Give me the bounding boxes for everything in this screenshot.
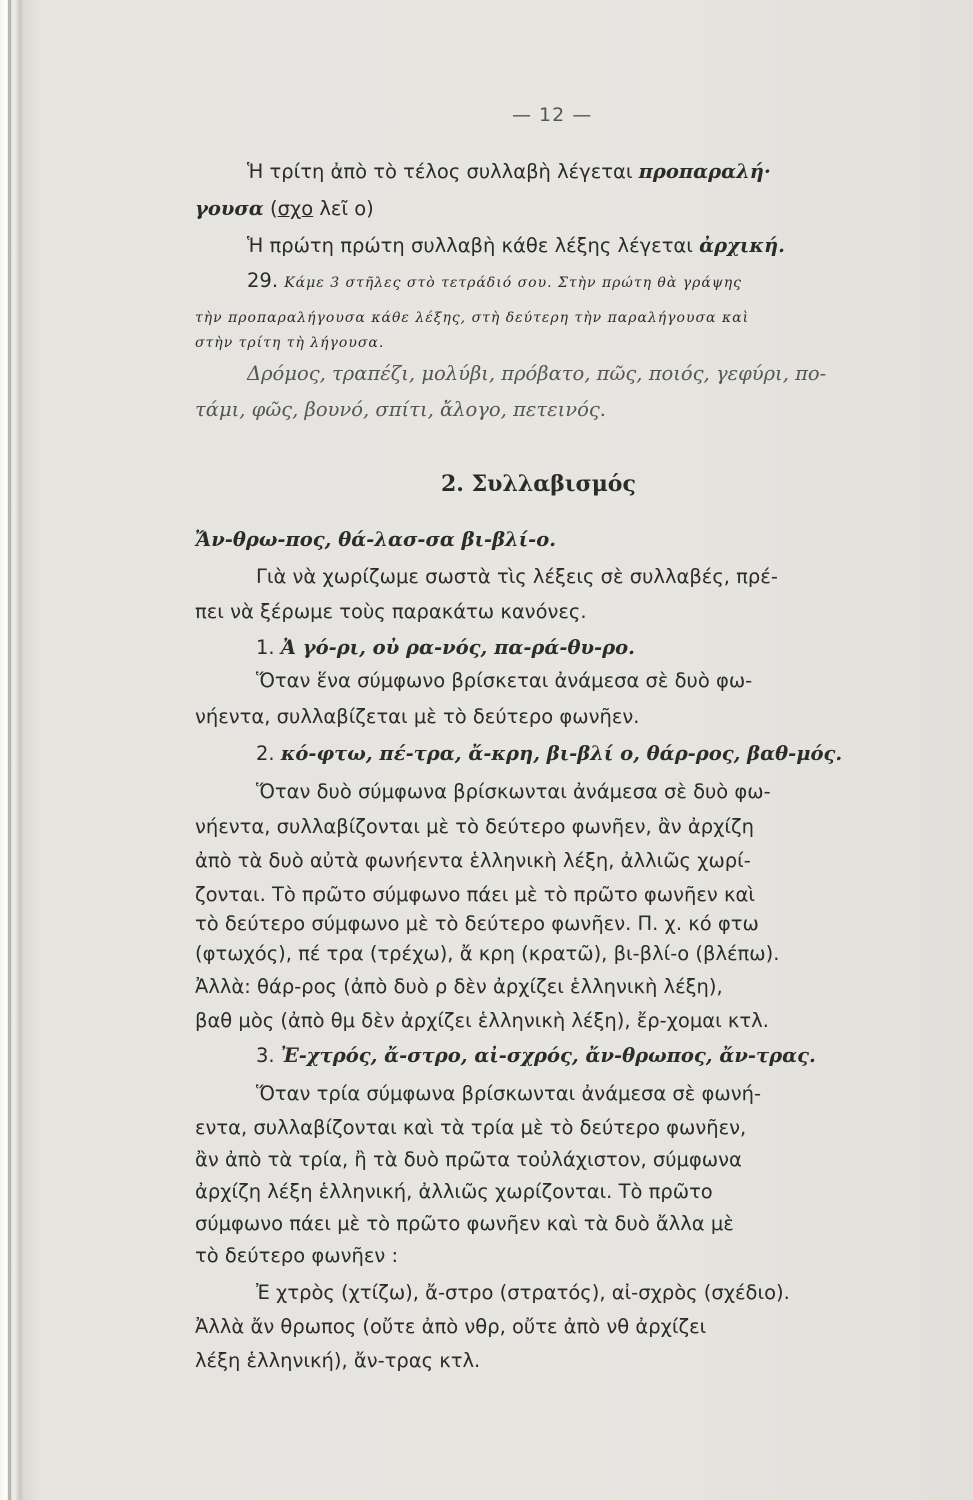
rule-number: 1. bbox=[256, 636, 281, 659]
exercise-text: στὴν τρίτη τὴ λήγουσα. bbox=[195, 335, 385, 351]
book-binding-edge bbox=[0, 0, 24, 1500]
exercise-text: Κάμε 3 στῆλες στὸ τετράδιό σου. Στὴν πρώτη θὰ γράψης bbox=[284, 275, 742, 291]
rule-example: Ἐ-χτρός, ἄ-στρο, αἰ-σχρός, ἄν-θρωπος, ἄν-τρας. bbox=[280, 1044, 816, 1067]
text-line: Ὅταν ἕνα σύμφωνο βρίσκεται ἀνάμεσα σὲ δυὸ φω- bbox=[256, 669, 753, 692]
word-list-line: Δρόμος, τραπέζι, μολύβι, πρόβατο, πῶς, ποιός, γεφύρι, πο- bbox=[247, 362, 827, 385]
text-line: εντα, συλλαβίζονται καὶ τὰ τρία μὲ τὸ δεύτερο φωνῆεν, bbox=[195, 1116, 747, 1139]
term-proparalegousa: προπαραλή· bbox=[638, 160, 771, 183]
line-text: λεῖ ο) bbox=[313, 197, 374, 220]
text-line: ἀρχίζη λέξη ἑλληνική, ἀλλιῶς χωρίζονται. Τὸ πρῶτο bbox=[195, 1180, 713, 1203]
text-line: λέξη ἑλληνική), ἄν-τρας κτλ. bbox=[195, 1349, 481, 1372]
binding-fold-line bbox=[8, 0, 11, 1500]
text-line bbox=[195, 197, 374, 221]
rule-example-line bbox=[256, 742, 842, 766]
page-number: — 12 — bbox=[512, 104, 593, 126]
exercise-number: 29. bbox=[247, 269, 285, 292]
exercise-line bbox=[195, 304, 749, 330]
text-line: τὸ δεύτερο σύμφωνο μὲ τὸ δεύτερο φωνῆεν. Π. χ. κό φτω bbox=[195, 912, 759, 935]
rule-example-line bbox=[256, 1044, 816, 1068]
text-line: Γιὰ νὰ χωρίζωμε σωστὰ τὶς λέξεις σὲ συλλαβές, πρέ- bbox=[256, 565, 778, 588]
term-continuation: γουσα bbox=[195, 197, 264, 220]
rule-example: Ἀ γό-ρι, οὐ ρα-νός, πα-ρά-θυ-ρο. bbox=[280, 636, 635, 659]
exercise-line bbox=[247, 269, 742, 295]
section-heading: 2. Συλλαβισμός bbox=[441, 471, 636, 497]
text-line: (φτωχός), πέ τρα (τρέχω), ἄ κρη (κρατῶ), βι-βλί-ο (βλέπω). bbox=[195, 942, 780, 965]
text-line: ἂν ἀπὸ τὰ τρία, ἢ τὰ δυὸ πρῶτα τοὐλάχιστον, σύμφωνα bbox=[195, 1148, 742, 1171]
text-line: νήεντα, συλλαβίζονται μὲ τὸ δεύτερο φωνῆεν, ἂν ἀρχίζη bbox=[195, 815, 754, 838]
text-line: πει νὰ ξέρωμε τοὺς παρακάτω κανόνες. bbox=[195, 600, 587, 623]
rule-example-line bbox=[256, 636, 635, 660]
text-line: Ἀλλὰ ἄν θρωπος (οὔτε ἀπὸ νθρ, οὔτε ἀπὸ νθ ἀρχίζει bbox=[195, 1315, 707, 1338]
text-line bbox=[247, 234, 785, 258]
line-text: Ἡ τρίτη ἀπὸ τὸ τέλος συλλαβὴ λέγεται bbox=[247, 160, 639, 183]
line-text: ( bbox=[263, 197, 278, 220]
text-line: βαθ μὸς (ἀπὸ θμ δὲν ἀρχίζει ἑλληνικὴ λέξη), ἔρ-χομαι κτλ. bbox=[195, 1009, 769, 1032]
text-line: σύμφωνο πάει μὲ τὸ πρῶτο φωνῆεν καὶ τὰ δυὸ ἄλλα μὲ bbox=[195, 1212, 734, 1235]
rule-example: κό-φτω, πέ-τρα, ἄ-κρη, βι-βλί ο, θάρ-ρος, βαθ-μός. bbox=[280, 742, 843, 765]
term-archiki: ἀρχική. bbox=[699, 234, 785, 257]
text-line: νήεντα, συλλαβίζεται μὲ τὸ δεύτερο φωνῆεν. bbox=[195, 705, 640, 728]
line-text: Ἡ πρώτη πρώτη συλλαβὴ κάθε λέξης λέγεται bbox=[247, 234, 700, 257]
word-list-line: τάμι, φῶς, βουνό, σπίτι, ἄλογο, πετεινός. bbox=[195, 398, 606, 421]
text-line: Ὅταν δυὸ σύμφωνα βρίσκωνται ἀνάμεσα σὲ δυὸ φω- bbox=[256, 780, 771, 803]
text-line: ἀπὸ τὰ δυὸ αὐτὰ φωνήεντα ἑλληνικὴ λέξη, ἀλλιῶς χωρί- bbox=[195, 849, 751, 872]
text-line: ζονται. Τὸ πρῶτο σύμφωνο πάει μὲ τὸ πρῶτο φωνῆεν καὶ bbox=[195, 883, 755, 906]
rule-number: 2. bbox=[256, 742, 281, 765]
text-line: Ὅταν τρία σύμφωνα βρίσκωνται ἀνάμεσα σὲ φωνή- bbox=[256, 1082, 761, 1105]
underlined-syllable: σχο bbox=[277, 197, 314, 220]
text-line bbox=[247, 160, 771, 184]
text-line: τὸ δεύτερο φωνῆεν : bbox=[195, 1244, 399, 1267]
text-line: Ἐ χτρὸς (χτίζω), ἄ-στρο (στρατός), αἰ-σχρὸς (σχέδιο). bbox=[256, 1281, 790, 1304]
rule-number: 3. bbox=[256, 1044, 281, 1067]
exercise-text: τὴν προπαραλήγουσα κάθε λέξης, στὴ δεύτερη τὴν παραλήγουσα καὶ bbox=[195, 310, 750, 326]
text-line: Ἀλλὰ: θάρ-ρος (ἀπὸ δυὸ ρ δὲν ἀρχίζει ἑλληνικὴ λέξη), bbox=[195, 975, 723, 998]
exercise-line bbox=[195, 329, 384, 355]
example-line: Ἄν-θρω-πος, θά-λασ-σα βι-βλί-ο. bbox=[195, 528, 557, 551]
